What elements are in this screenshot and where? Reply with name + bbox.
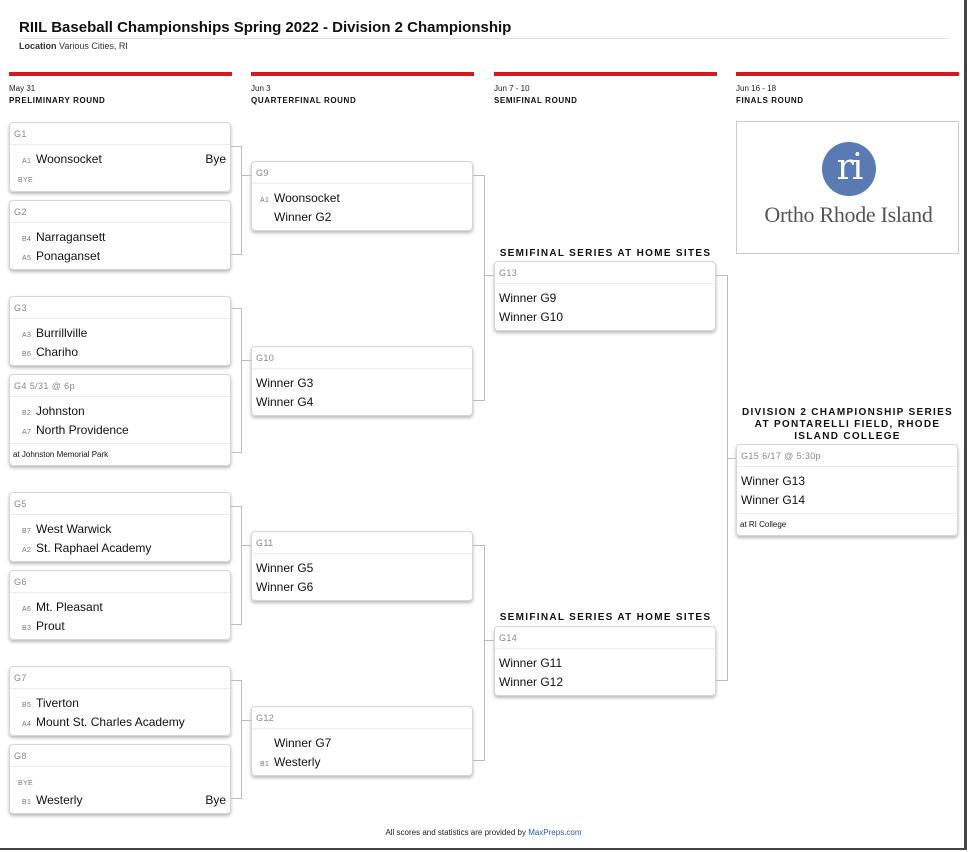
game-card-g15[interactable]	[736, 444, 958, 536]
team-seed: A7	[22, 429, 32, 436]
bracket-connector	[231, 308, 241, 309]
team-row[interactable]	[252, 753, 472, 772]
team-name[interactable]: Tiverton	[36, 696, 79, 710]
team-seed: B4	[22, 236, 32, 243]
game-label: G2	[10, 201, 230, 223]
team-seed: B7	[22, 528, 32, 535]
game-label: G3	[10, 297, 230, 319]
game-label: G13	[495, 262, 715, 284]
team-row[interactable]	[10, 402, 230, 421]
team-name[interactable]: Winner G11	[499, 656, 563, 670]
bracket-connector	[241, 680, 242, 799]
team-row[interactable]	[10, 791, 230, 810]
team-row	[10, 169, 230, 188]
bracket-connector	[484, 275, 494, 276]
round-header-semifinal	[494, 72, 717, 105]
team-name[interactable]: Winner G13	[741, 474, 806, 488]
team-name[interactable]: Chariho	[36, 345, 79, 359]
ortho-ri-logo-mark	[822, 142, 876, 196]
team-seed: A2	[22, 547, 32, 554]
team-row[interactable]	[10, 150, 230, 169]
page-title: RIIL Baseball Championships Spring 2022 - Division 2 Championship	[19, 19, 512, 36]
game-card-g12[interactable]	[251, 706, 473, 776]
series-label-semi-bottom: SEMIFINAL SERIES AT HOME SITES	[499, 612, 712, 623]
logo-mark-text: ri	[836, 147, 862, 188]
game-label: G9	[252, 162, 472, 184]
round-name: QUARTERFINAL ROUND	[251, 96, 357, 105]
bracket-connector	[484, 175, 485, 401]
team-row[interactable]	[10, 324, 230, 343]
sponsor-logo[interactable]	[736, 121, 959, 254]
team-name[interactable]: Winner G14	[741, 493, 806, 507]
bracket-connector	[716, 275, 727, 276]
team-row[interactable]	[252, 559, 472, 578]
bye-seed: BYE	[18, 177, 33, 184]
team-name[interactable]: North Providence	[36, 423, 129, 437]
series-label-final: DIVISION 2 CHAMPIONSHIP SERIES AT PONTARELLI FIELD, RHODE ISLAND COLLEGE	[741, 407, 954, 442]
game-card-g2[interactable]	[9, 200, 231, 270]
team-name[interactable]: Ponaganset	[36, 249, 101, 263]
team-row[interactable]	[10, 247, 230, 266]
bracket-connector	[241, 360, 251, 361]
team-row[interactable]	[10, 421, 230, 440]
bracket-connector	[231, 798, 241, 799]
bracket-connector	[727, 458, 736, 459]
game-card-g8[interactable]	[9, 744, 231, 814]
bye-label: Bye	[205, 152, 226, 166]
location-label: Location	[19, 41, 57, 51]
game-card-g9[interactable]	[251, 161, 473, 231]
bracket-connector	[231, 452, 241, 453]
game-card-g13[interactable]	[494, 261, 716, 331]
team-seed: A3	[22, 332, 32, 339]
round-dates: May 31	[9, 84, 36, 93]
bracket-connector	[727, 275, 728, 681]
bracket-connector	[231, 680, 241, 681]
team-seed: B5	[22, 702, 32, 709]
round-header-preliminary	[9, 72, 232, 105]
bracket-connector	[484, 640, 494, 641]
game-label: G11	[252, 532, 472, 554]
team-name[interactable]: Winner G2	[274, 210, 332, 224]
game-label: G4 5/31 @ 6p	[10, 375, 230, 397]
team-seed: A1	[22, 158, 32, 165]
round-name: FINALS ROUND	[736, 96, 804, 105]
team-name[interactable]: Winner G6	[256, 580, 314, 594]
game-label: G8	[10, 745, 230, 767]
team-row[interactable]	[10, 598, 230, 617]
team-name[interactable]: Westerly	[36, 793, 83, 807]
game-card-g11[interactable]	[251, 531, 473, 601]
team-row[interactable]	[252, 393, 472, 412]
bracket-connector	[484, 545, 485, 761]
team-seed: B1	[22, 799, 32, 806]
game-card-g6[interactable]	[9, 570, 231, 640]
team-seed: A1	[260, 197, 270, 204]
team-name[interactable]: Woonsocket	[274, 191, 340, 205]
title-divider	[19, 38, 949, 39]
bye-seed: BYE	[18, 780, 33, 787]
team-row[interactable]	[10, 539, 230, 558]
round-header-quarterfinal	[251, 72, 474, 105]
team-name[interactable]: Winner G5	[256, 561, 314, 575]
team-row[interactable]	[10, 520, 230, 539]
team-name[interactable]: Prout	[36, 619, 65, 633]
team-seed: A4	[22, 721, 32, 728]
series-label-semi-top: SEMIFINAL SERIES AT HOME SITES	[499, 248, 712, 259]
location-value: Various Cities, RI	[59, 41, 128, 51]
team-name[interactable]: Winner G10	[499, 310, 564, 324]
game-card-g1[interactable]	[9, 122, 231, 192]
bracket-connector	[241, 506, 242, 625]
game-card-g3[interactable]	[9, 296, 231, 366]
team-name[interactable]: Winner G12	[499, 675, 564, 689]
round-header-finals	[736, 72, 959, 105]
team-name[interactable]: Winner G4	[256, 395, 314, 409]
game-venue: at RI College	[737, 513, 957, 535]
round-name: SEMIFINAL ROUND	[494, 96, 578, 105]
team-name[interactable]: Winner G3	[256, 376, 314, 390]
team-name[interactable]: Winner G7	[274, 736, 332, 750]
team-row[interactable]	[252, 734, 472, 753]
round-dates: Jun 7 - 10	[494, 84, 530, 93]
team-row[interactable]	[10, 694, 230, 713]
team-name[interactable]: Mt. Pleasant	[36, 600, 103, 614]
team-row[interactable]	[495, 308, 715, 327]
team-seed: B2	[22, 410, 32, 417]
team-row[interactable]	[10, 617, 230, 636]
game-label: G10	[252, 347, 472, 369]
game-card-g5[interactable]	[9, 492, 231, 562]
team-name[interactable]: Winner G9	[499, 291, 557, 305]
footer-text: All scores and statistics are provided by	[385, 828, 526, 837]
team-row	[10, 772, 230, 791]
bracket-connector	[241, 308, 242, 453]
bye-label: Bye	[205, 793, 226, 807]
team-name[interactable]: Narragansett	[36, 230, 106, 244]
game-label: G14	[495, 627, 715, 649]
bracket-connector	[231, 506, 241, 507]
team-row[interactable]	[495, 289, 715, 308]
team-row[interactable]	[252, 189, 472, 208]
game-card-g10[interactable]	[251, 346, 473, 416]
game-label: G7	[10, 667, 230, 689]
bracket-connector	[473, 545, 484, 546]
round-name: PRELIMINARY ROUND	[9, 96, 106, 105]
team-row[interactable]	[252, 578, 472, 597]
team-name[interactable]: Mount St. Charles Academy	[36, 715, 185, 729]
game-card-g7[interactable]	[9, 666, 231, 736]
bracket-connector	[231, 254, 241, 255]
team-row[interactable]	[495, 654, 715, 673]
team-row[interactable]	[252, 374, 472, 393]
team-row[interactable]	[10, 713, 230, 732]
bracket-connector	[231, 624, 241, 625]
bracket-connector	[473, 760, 484, 761]
team-name[interactable]: Burrillville	[36, 326, 88, 340]
bracket-connector	[241, 545, 251, 546]
round-dates: Jun 16 - 18	[736, 84, 777, 93]
game-card-g4[interactable]	[9, 374, 231, 466]
team-seed: A5	[22, 255, 32, 262]
game-card-g14[interactable]	[494, 626, 716, 696]
footer-credit	[0, 828, 967, 837]
bracket-connector	[241, 146, 242, 255]
team-name[interactable]: West Warwick	[36, 522, 112, 536]
maxpreps-link[interactable]: MaxPreps.com	[528, 828, 582, 837]
bracket-connector	[231, 146, 241, 147]
team-row[interactable]	[10, 343, 230, 362]
game-label: G1	[10, 123, 230, 145]
team-name[interactable]: Johnston	[36, 404, 85, 418]
team-seed: B3	[22, 625, 32, 632]
bracket-connector	[473, 400, 484, 401]
team-row[interactable]	[737, 491, 957, 510]
game-venue: at Johnston Memorial Park	[10, 443, 230, 465]
bracket-connector	[241, 175, 251, 176]
team-seed: A6	[22, 606, 32, 613]
game-label: G5	[10, 493, 230, 515]
sponsor-name: Ortho Rhode Island	[764, 202, 933, 227]
game-label: G15 6/17 @ 5:30p	[737, 445, 957, 467]
bracket-connector	[716, 680, 727, 681]
bracket-connector	[241, 720, 251, 721]
team-seed: B6	[22, 351, 32, 358]
team-name[interactable]: St. Raphael Academy	[36, 541, 152, 555]
team-seed: B1	[260, 761, 270, 768]
bracket-connector	[473, 175, 484, 176]
game-label: G12	[252, 707, 472, 729]
team-row[interactable]	[252, 208, 472, 227]
team-row[interactable]	[737, 472, 957, 491]
team-name[interactable]: Westerly	[274, 755, 321, 769]
team-row[interactable]	[10, 228, 230, 247]
location-line	[19, 41, 128, 51]
team-name[interactable]: Woonsocket	[36, 152, 102, 166]
game-label: G6	[10, 571, 230, 593]
team-row[interactable]	[495, 673, 715, 692]
round-dates: Jun 3	[251, 84, 271, 93]
